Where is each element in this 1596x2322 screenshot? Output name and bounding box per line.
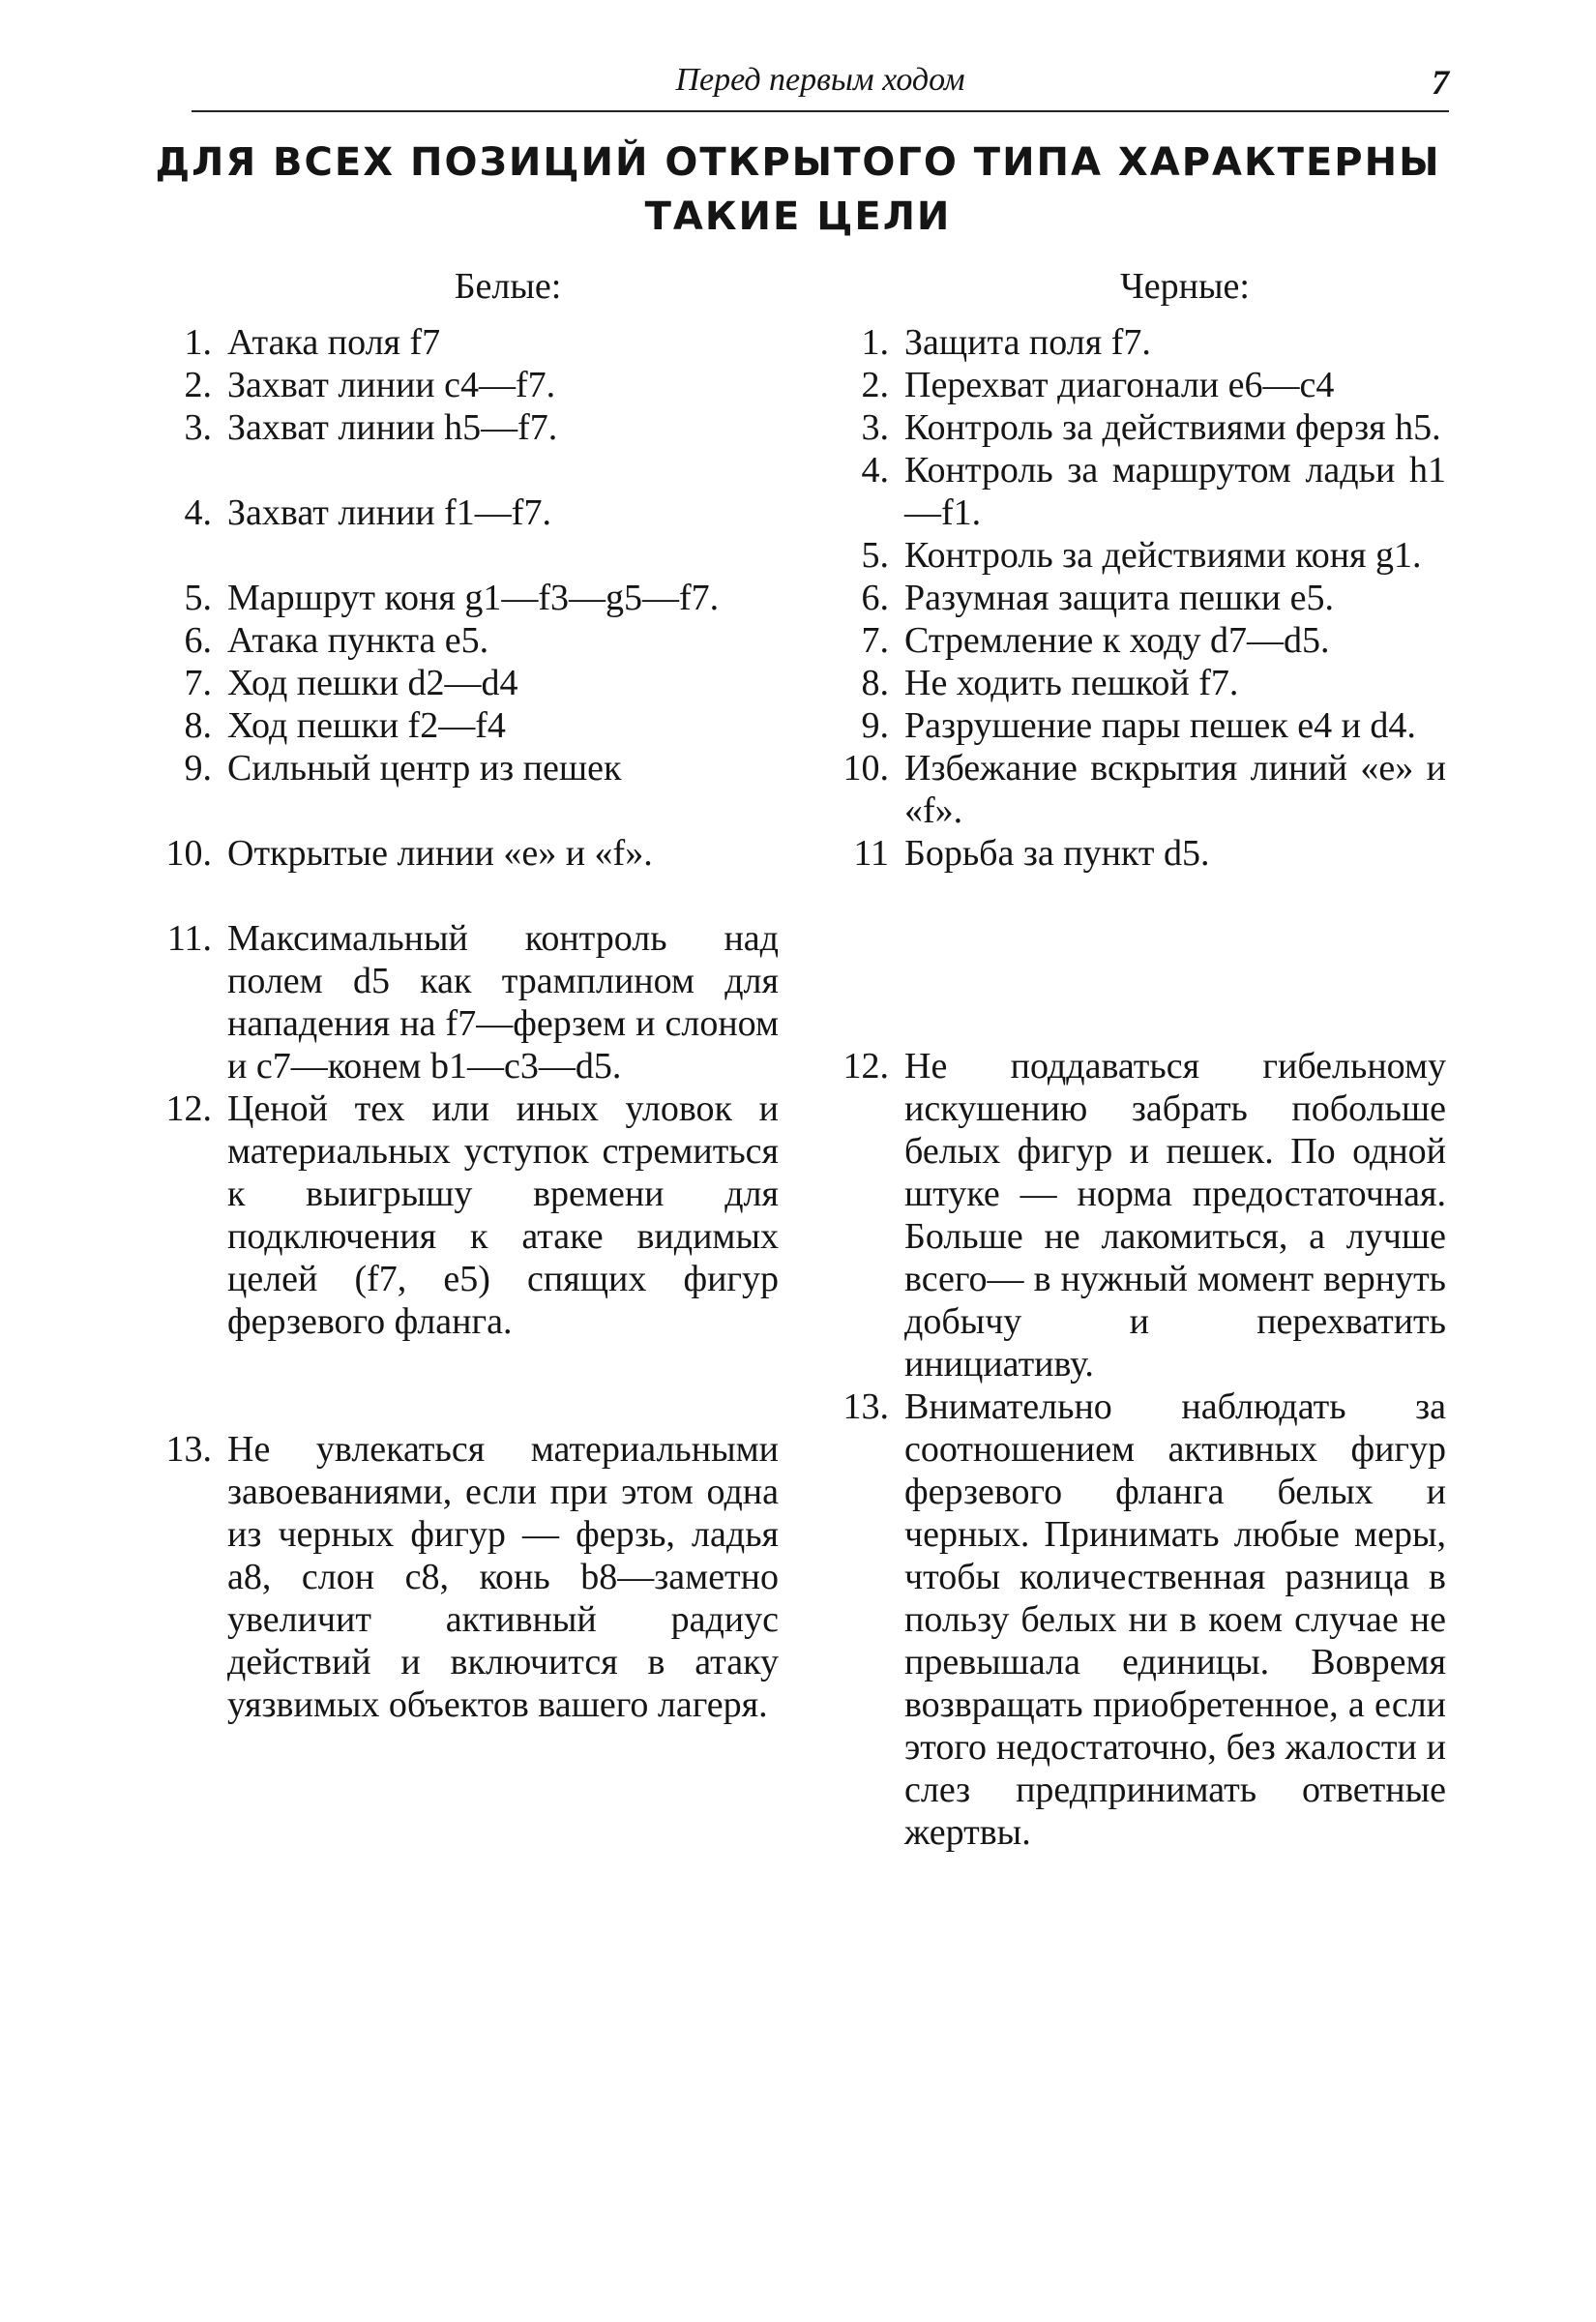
list-item [150,832,779,875]
list-item [150,747,779,789]
list-item [827,534,1446,577]
item-text: Стремление к ходу d7—d5. [904,620,1330,661]
item-text: Не поддаваться гибельному искушению забрать побольше белых фигур и пешек. По одной штуке — норма предостаточная. Больше не лакомиться, а лучше всего— в нужный момент вернуть добычу и перехватить инициативу. [904,1046,1446,1384]
list-item [827,747,1446,832]
item-number: 1. [184,322,212,363]
item-text: Перехват диагонали е6—с4 [904,365,1335,405]
heading-line-1: ДЛЯ ВСЕХ ПОЗИЦИЙ ОТКРЫТОГО ТИПА ХАРАКТЕРНЫ [155,140,1441,185]
list-item [827,406,1446,449]
running-title: Перед первым ходом [675,62,965,98]
list-item [150,619,779,662]
item-text: Борьба за пункт d5. [904,833,1210,874]
item-text: Сильный центр из пешек [227,748,622,789]
black-column-title: Черные: [1120,266,1250,307]
list-item [150,917,779,1087]
item-number: 3. [861,407,889,448]
item-number: 9. [184,748,212,789]
item-number: 10. [842,748,889,789]
list-item [150,491,779,534]
item-text: Внимательно наблюдать за соотношением активных фигур ферзевого фланга белых и черных. Принимать любые меры, чтобы количественная разница в пользу белых ни в коем случае не превышала единицы. Вовремя возвращать приобретенное, а если этого недостаточно, без жалости и слез предпринимать ответные жертвы. [904,1386,1446,1853]
black-column [827,263,1446,1854]
list-item [827,704,1446,747]
item-number: 6. [184,620,212,661]
item-number: 5. [861,535,889,576]
item-number: 8. [861,663,889,703]
list-item [150,662,779,704]
list-item [150,1087,779,1343]
item-text: Ход пешки f2—f4 [227,705,506,746]
item-text: Избежание вскрытия линий «е» и «f». [904,748,1446,831]
item-number: 9. [861,705,889,746]
item-text: Контроль за маршрутом ладьи h1—f1. [904,450,1446,533]
item-text: Захват линии h5—f7. [227,407,558,448]
list-item [827,449,1446,534]
item-number: 11. [166,918,212,959]
list-item [150,1428,779,1726]
item-number: 13. [842,1386,889,1427]
item-text: Ход пешки d2—d4 [227,663,518,703]
item-text: Разумная защита пешки е5. [904,578,1334,618]
list-item [827,321,1446,364]
item-number: 11 [853,833,889,874]
item-text: Атака пункта е5. [227,620,489,661]
item-number: 4. [861,450,889,491]
list-item [150,704,779,747]
item-text: Максимальный контроль над полем d5 как трамплином для нападения на f7—ферзем и слоном и с7—конем b1—с3—d5. [227,918,779,1087]
black-goals-list [827,321,1446,1854]
item-text: Контроль за действиями ферзя h5. [904,407,1441,448]
item-text: Не ходить пешкой f7. [904,663,1239,703]
heading-line-2: ТАКИЕ ЦЕЛИ [644,194,952,239]
list-item [827,1385,1446,1854]
list-item [827,832,1446,875]
item-number: 3. [184,407,212,448]
page-number: 7 [1432,63,1449,102]
item-number: 2. [861,365,889,405]
white-goals-list [150,321,779,1726]
item-number: 13. [165,1429,212,1470]
list-item [150,406,779,449]
list-item [827,577,1446,619]
item-text: Защита поля f7. [904,322,1151,363]
item-number: 2. [184,365,212,405]
item-text: Атака поля f7 [227,322,441,363]
item-text: Контроль за действиями коня g1. [904,535,1422,576]
item-number: 12. [842,1046,889,1087]
item-text: Ценой тех или иных уловок и материальных уступок стремиться к выигрышу времени для подключения к атаке видимых целей (f7, е5) спящих фигур ферзевого фланга. [227,1088,779,1342]
list-item [827,662,1446,704]
item-number: 10. [165,833,212,874]
list-item [827,1045,1446,1385]
running-header [192,60,1449,112]
list-item [827,619,1446,662]
item-number: 5. [184,578,212,618]
item-number: 4. [184,492,212,533]
item-number: 6. [861,578,889,618]
item-number: 7. [861,620,889,661]
item-number: 1. [861,322,889,363]
item-text: Маршрут коня g1—f3—g5—f7. [227,578,720,618]
item-text: Захват линии f1—f7. [227,492,551,533]
white-column-title: Белые: [454,266,562,307]
list-item [150,321,779,364]
list-item [150,364,779,406]
item-number: 8. [184,705,212,746]
item-text: Разрушение пары пешек е4 и d4. [904,705,1416,746]
white-column [150,263,779,1726]
item-number: 7. [184,663,212,703]
list-item [827,364,1446,406]
section-heading [145,135,1451,244]
list-item [150,577,779,619]
item-number: 12. [165,1088,212,1129]
item-text: Захват линии с4—f7. [227,365,556,405]
item-text: Не увлекаться материальными завоеваниями, если при этом одна из черных фигур — ферзь, ладья а8, слон с8, конь b8—заметно увеличит активный радиус действий и включится в атаку уязвимых объектов вашего лагеря. [227,1429,779,1725]
item-text: Открытые линии «е» и «f». [227,833,653,874]
